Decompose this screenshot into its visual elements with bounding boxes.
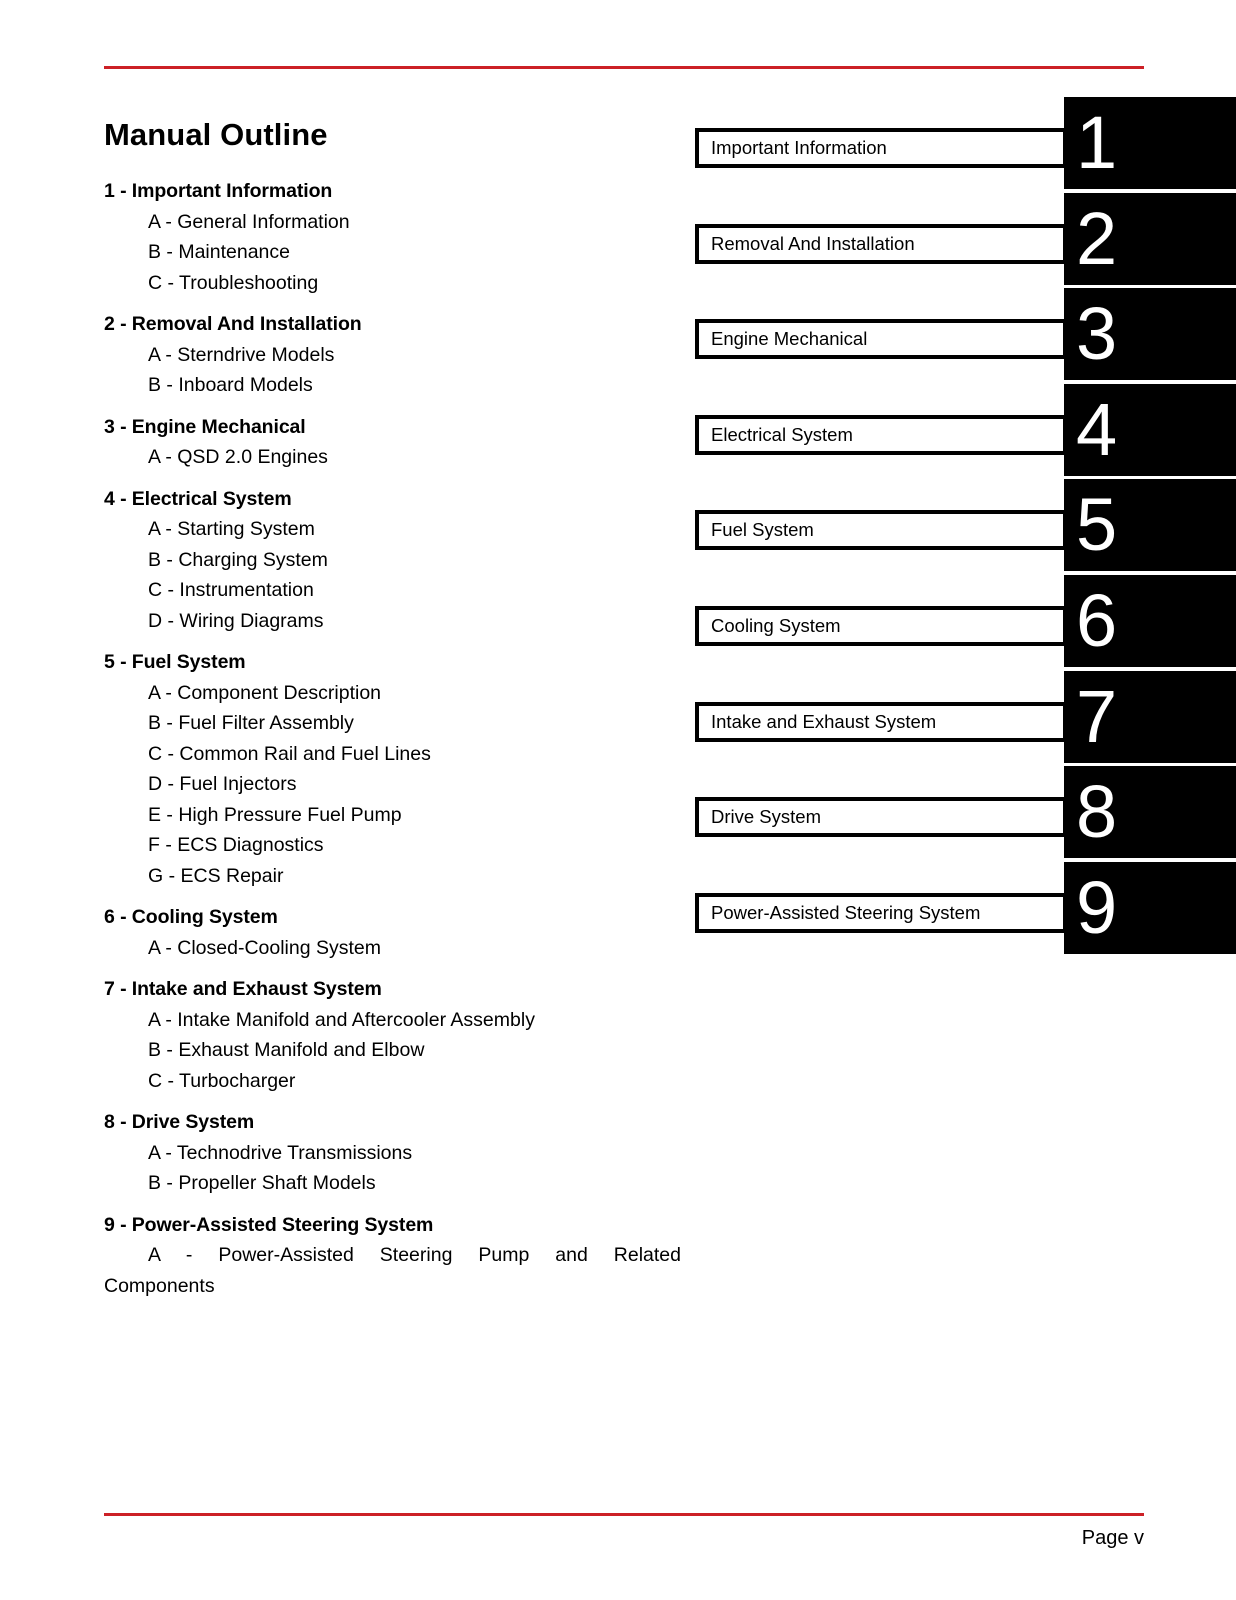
- section-tab-label: Power-Assisted Steering System: [711, 901, 981, 923]
- section-tab-number: 4: [1064, 384, 1236, 476]
- outline-subitem: A - Technodrive Transmissions: [148, 1141, 413, 1164]
- outline-subitem: B - Exhaust Manifold and Elbow: [148, 1039, 425, 1061]
- section-tab-label-box[interactable]: [695, 510, 1067, 550]
- section-tab-7[interactable]: [0, 671, 1236, 766]
- section-tab-label: Drive System: [711, 806, 821, 828]
- section-tab-label-box[interactable]: [695, 224, 1067, 264]
- outline-subitem: B - Fuel Filter Assembly: [148, 712, 354, 734]
- outline-subitem-line: Components: [104, 1274, 215, 1297]
- section-tab-number: 1: [1064, 97, 1236, 189]
- outline-subitem: B - Propeller Shaft Models: [148, 1172, 376, 1194]
- outline-subitem: G - ECS Repair: [148, 864, 284, 887]
- outline-section-title: 1 - Important Information: [104, 180, 333, 202]
- outline-section-title: 3 - Engine Mechanical: [104, 415, 306, 438]
- section-tab-label-box[interactable]: [695, 893, 1067, 933]
- outline-subitem: D - Wiring Diagrams: [148, 609, 324, 632]
- section-tab-4[interactable]: [0, 384, 1236, 479]
- outline-subitem: [104, 1240, 694, 1301]
- outline-subitem: A - Sterndrive Models: [148, 343, 335, 366]
- section-tab-label-box[interactable]: [695, 319, 1067, 359]
- section-tab-number: 6: [1064, 575, 1236, 667]
- outline-subitem: A - Component Description: [148, 681, 382, 704]
- section-tab-number: 2: [1064, 193, 1236, 285]
- outline-section-title: 8 - Drive System: [104, 1111, 255, 1133]
- outline-subitem: B - Inboard Models: [148, 374, 313, 396]
- section-tab-number: 9: [1064, 862, 1236, 954]
- section-tab-label-box[interactable]: [695, 415, 1067, 455]
- outline-subitem: C - Instrumentation: [148, 579, 314, 601]
- outline-section-title: 6 - Cooling System: [104, 906, 278, 928]
- outline-subitem: A - Closed-Cooling System: [148, 936, 382, 959]
- outline-section-title: 9 - Power-Assisted Steering System: [104, 1213, 434, 1236]
- header-rule: [104, 66, 1144, 69]
- section-tab-number: 7: [1064, 671, 1236, 763]
- section-tab-label: Intake and Exhaust System: [711, 710, 937, 732]
- page-title: Manual Outline: [104, 116, 328, 152]
- section-tab-1[interactable]: [0, 97, 1236, 192]
- outline-subitem: C - Common Rail and Fuel Lines: [148, 742, 431, 765]
- section-tab-number: 8: [1064, 766, 1236, 858]
- outline-subitem: A - General Information: [148, 210, 350, 233]
- section-tab-label: Fuel System: [711, 519, 814, 541]
- section-tab-label: Engine Mechanical: [711, 328, 868, 350]
- section-tab-label-box[interactable]: [695, 128, 1067, 168]
- outline-subitem: C - Turbocharger: [148, 1069, 296, 1092]
- outline-section: [104, 1210, 694, 1302]
- section-tab-label: Electrical System: [711, 423, 853, 445]
- section-tab-3[interactable]: [0, 288, 1236, 383]
- section-tab-6[interactable]: [0, 575, 1236, 670]
- outline-subitem-line: A - Power-Assisted Steering Pump and Related: [148, 1244, 681, 1266]
- section-tab-label-box[interactable]: [695, 702, 1067, 742]
- section-tab-label: Removal And Installation: [711, 232, 915, 254]
- section-tab-label-box[interactable]: [695, 797, 1067, 837]
- outline-section: [104, 974, 694, 1096]
- outline-section-title: 7 - Intake and Exhaust System: [104, 978, 382, 1000]
- footer-page-number: Page v: [1081, 1527, 1144, 1549]
- section-tab-number: 5: [1064, 479, 1236, 571]
- section-tab-5[interactable]: [0, 479, 1236, 574]
- outline-subitem: A - Intake Manifold and Aftercooler Assembly: [148, 1008, 535, 1031]
- outline-section: [104, 1107, 694, 1199]
- outline-subitem: B - Maintenance: [148, 241, 290, 263]
- outline-subitem: B - Charging System: [148, 548, 328, 571]
- outline-section-title: 4 - Electrical System: [104, 487, 292, 510]
- outline-subitem: E - High Pressure Fuel Pump: [148, 803, 402, 826]
- section-tab-8[interactable]: [0, 766, 1236, 861]
- outline-subitem: C - Troubleshooting: [148, 271, 319, 294]
- outline-section-title: 5 - Fuel System: [104, 651, 246, 673]
- section-tab-2[interactable]: [0, 193, 1236, 288]
- section-tab-label: Important Information: [711, 137, 887, 158]
- outline-subitem: F - ECS Diagnostics: [148, 834, 324, 856]
- section-tab-9[interactable]: [0, 862, 1236, 957]
- section-tab-number: 3: [1064, 288, 1236, 380]
- outline-section-title: 2 - Removal And Installation: [104, 313, 362, 335]
- outline-subitem: D - Fuel Injectors: [148, 773, 297, 795]
- section-tab-label: Cooling System: [711, 615, 841, 636]
- footer-rule: [104, 1513, 1144, 1516]
- section-tab-label-box[interactable]: [695, 606, 1067, 646]
- outline-subitem: A - QSD 2.0 Engines: [148, 446, 328, 468]
- outline-subitem: A - Starting System: [148, 518, 315, 540]
